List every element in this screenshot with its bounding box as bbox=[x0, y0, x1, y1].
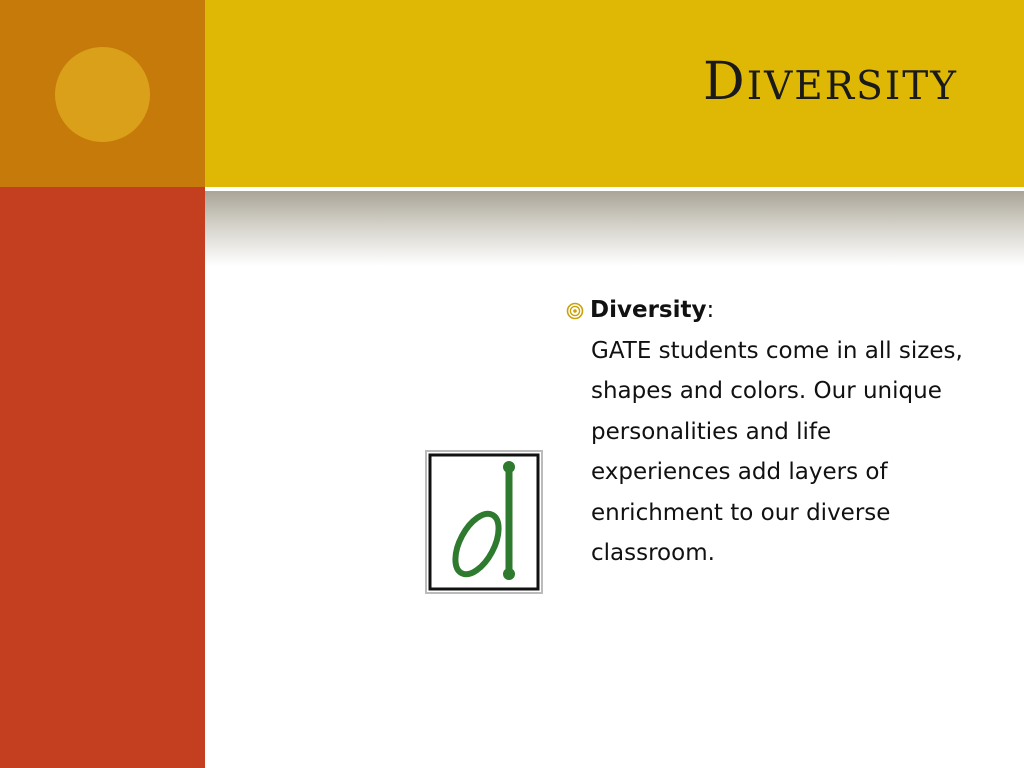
side-bar bbox=[0, 187, 205, 768]
bullet-item bbox=[566, 290, 966, 331]
letter-d-logo-icon bbox=[425, 450, 543, 594]
decorative-circle bbox=[55, 47, 150, 142]
slide-title-rest: IVERSITY bbox=[746, 64, 958, 109]
slide-title-initial: D bbox=[703, 52, 747, 112]
bullet-colon: : bbox=[706, 297, 715, 323]
circled-bullet-icon bbox=[566, 302, 584, 320]
shadow-band bbox=[205, 191, 1024, 266]
bullet-body-text: GATE students come in all sizes, shapes and colors. Our unique personalities and life experiences add layers of enrichment to our diverse classroom. bbox=[591, 337, 963, 566]
slide-title bbox=[703, 52, 958, 112]
corner-block bbox=[0, 0, 205, 187]
content-body bbox=[566, 290, 966, 574]
bullet-heading: Diversity bbox=[590, 297, 707, 323]
